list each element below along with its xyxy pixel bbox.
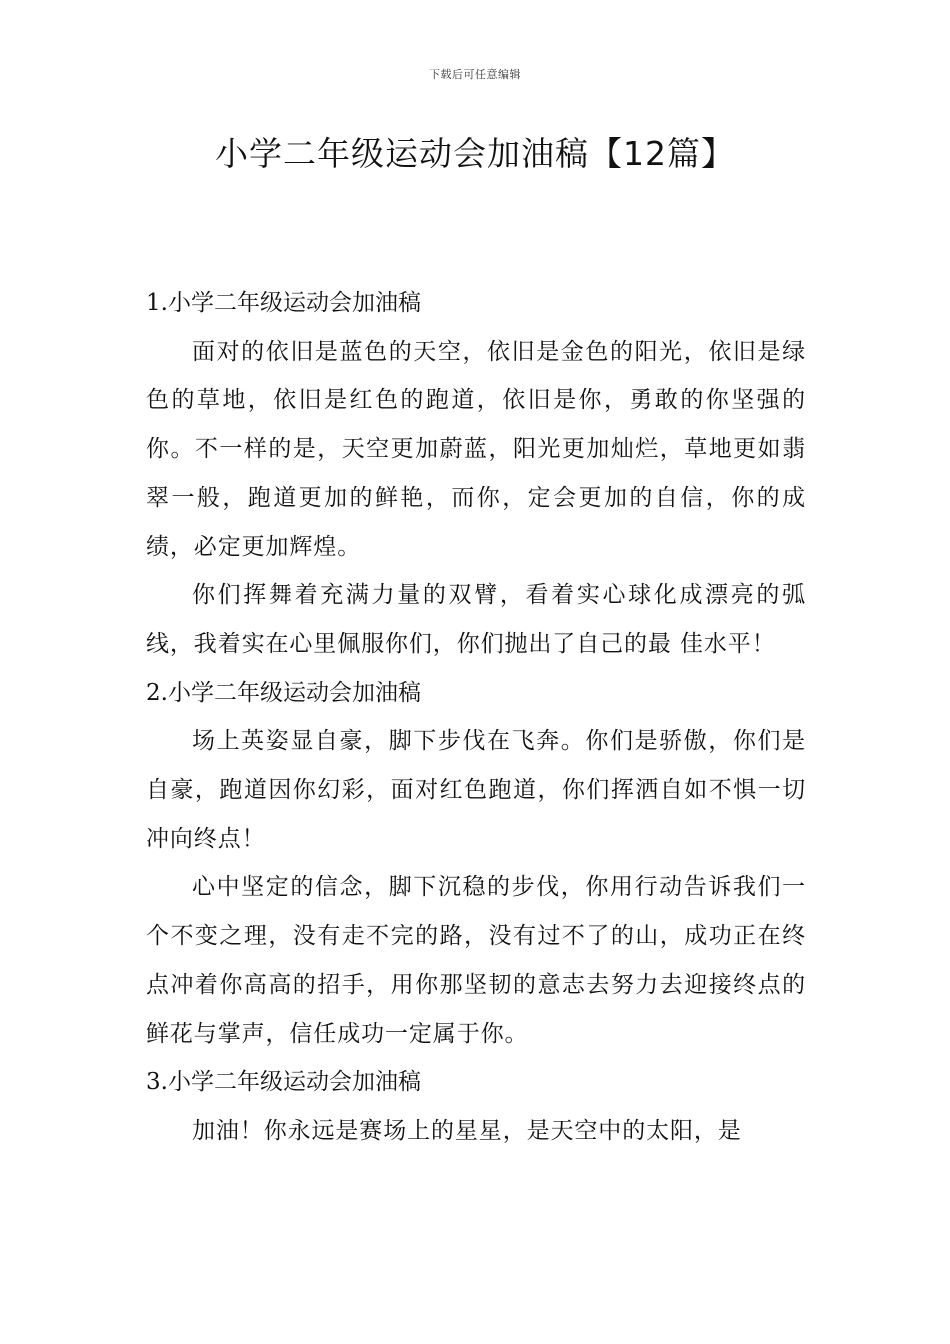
section-heading: 2.小学二年级运动会加油稿	[146, 679, 421, 706]
section-heading: 3.小学二年级运动会加油稿	[146, 1069, 421, 1096]
paragraph: 场上英姿显自豪，脚下步伐在飞奔。你们是骄傲，你们是自豪，跑道因你幻彩，面对红色跑道，你们挥洒自如不惧一切冲向终点！	[146, 728, 806, 852]
paragraph: 面对的依旧是蓝色的天空，依旧是金色的阳光，依旧是绿色的草地，依旧是红色的跑道，依旧是你，勇敢的你坚强的你。不一样的是，天空更加蔚蓝，阳光更加灿烂，草地更如翡翠一般，跑道更加的鲜艳，而你，定会更加的自信，你的成绩，必定更加辉煌。	[146, 338, 806, 560]
section-heading: 1.小学二年级运动会加油稿	[146, 290, 421, 316]
section-1	[146, 279, 806, 669]
paragraph: 加油！你永远是赛场上的星星，是天空中的太阳，是	[192, 1117, 742, 1144]
section-2	[146, 669, 806, 1059]
document-title: 小学二年级运动会加油稿【12篇】	[215, 134, 735, 173]
header-note: 下载后可任意编辑	[429, 68, 521, 81]
document-body	[146, 279, 806, 1156]
paragraph: 心中坚定的信念，脚下沉稳的步伐，你用行动告诉我们一个不变之理，没有走不完的路，没有过不了的山，成功正在终点冲着你高高的招手，用你那坚韧的意志去努力去迎接终点的鲜花与掌声，信任成功一定属于你。	[146, 874, 806, 1047]
paragraph: 你们挥舞着充满力量的双臂，看着实心球化成漂亮的弧线，我着实在心里佩服你们，你们抛出了自己的最 佳水平！	[146, 582, 806, 657]
section-3	[146, 1058, 806, 1155]
